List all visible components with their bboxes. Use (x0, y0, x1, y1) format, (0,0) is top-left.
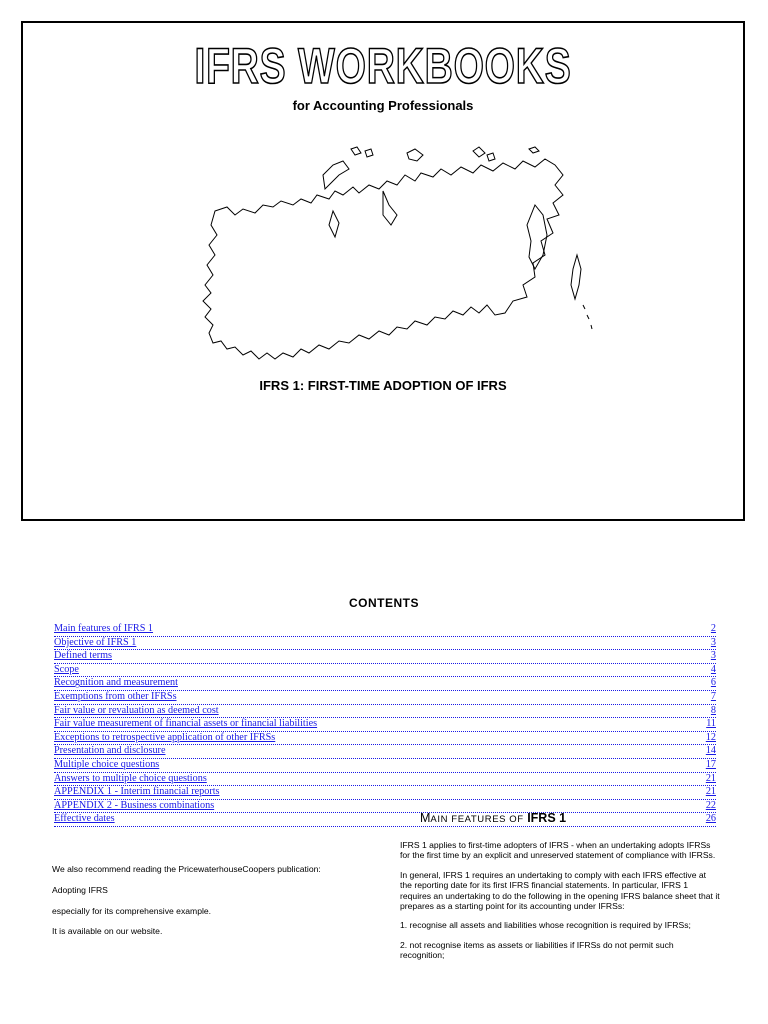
toc-item-label: Defined terms (54, 650, 112, 662)
toc-item-label: Presentation and disclosure (54, 745, 166, 757)
toc-item[interactable] (54, 786, 716, 800)
toc-item[interactable] (54, 677, 716, 691)
toc-item-page: 3 (710, 650, 716, 662)
body-paragraph: In general, IFRS 1 requires an undertaking to comply with each IFRS effective at the reporting date for its first IFRS financial statements. In particular, IFRS 1 requires an undertaking to do the following in the opening IFRS balance sheet that it prepares as a starting point for its accounting under IFRSs: (400, 869, 720, 912)
toc-item[interactable] (54, 718, 716, 732)
toc-item[interactable] (54, 745, 716, 759)
russia-map-icon (183, 145, 593, 375)
toc-item-page: 14 (705, 745, 716, 757)
note-publication: Adopting IFRS (52, 885, 108, 895)
note-example: especially for its comprehensive example. (52, 906, 212, 916)
toc-item-page: 3 (710, 636, 716, 648)
toc-item-label: Exceptions to retrospective application of other IFRSs (54, 731, 276, 743)
note-website: It is available on our website. (52, 926, 163, 936)
toc-item[interactable] (54, 637, 716, 651)
toc-item[interactable] (54, 732, 716, 746)
toc-item-page: 21 (705, 786, 716, 798)
toc-item[interactable] (54, 705, 716, 719)
toc-item-label: Fair value measurement of financial assets or financial liabilities (54, 718, 318, 730)
toc-item-page: 22 (705, 799, 716, 811)
toc-item[interactable] (54, 773, 716, 787)
toc-item-page: 11 (706, 718, 716, 730)
toc-item-label: Objective of IFRS 1 (54, 636, 137, 648)
toc-item-label: Answers to multiple choice questions (54, 772, 207, 784)
toc-item-label: Exemptions from other IFRSs (54, 690, 177, 702)
toc-item-page: 4 (710, 663, 716, 675)
body-paragraph: 1. recognise all assets and liabilities whose recognition is required by IFRSs; (400, 920, 691, 931)
toc-item-label: Fair value or revaluation as deemed cost (54, 704, 219, 716)
section-heading-bold: IFRS 1 (527, 811, 567, 825)
toc-item-label: Main features of IFRS 1 (54, 623, 154, 634)
cover-heading: IFRS 1: FIRST-TIME ADOPTION OF IFRS (259, 378, 507, 393)
toc-item[interactable] (54, 800, 716, 814)
toc-item-page: 17 (705, 758, 716, 770)
toc-item[interactable] (54, 664, 716, 678)
table-of-contents (54, 623, 716, 827)
toc-item-page: 8 (710, 704, 716, 716)
toc-item[interactable] (54, 813, 716, 827)
toc-item-label: Effective dates (54, 813, 115, 825)
main-features-body (400, 840, 720, 970)
toc-item-label: APPENDIX 2 - Business combinations (54, 799, 215, 811)
toc-item[interactable] (54, 623, 716, 637)
toc-item-label: Scope (54, 663, 79, 675)
contents-title: CONTENTS (349, 596, 419, 610)
cover-subtitle: for Accounting Professionals (292, 98, 474, 113)
toc-item-page: 2 (710, 623, 716, 634)
toc-item-page: 26 (705, 813, 716, 825)
section-heading-smallcaps: AIN FEATURES OF (430, 814, 524, 825)
toc-item[interactable] (54, 691, 716, 705)
cover-frame (21, 21, 745, 521)
toc-item-label: Recognition and measurement (54, 677, 178, 689)
toc-item[interactable] (54, 759, 716, 773)
body-paragraph: 2. not recognise items as assets or liabilities if IFRSs do not permit such recognition; (400, 939, 674, 961)
body-paragraph: IFRS 1 applies to first-time adopters of IFRS - when an undertaking adopts IFRSs for the first time by an explicit and unreserved statement of compliance with IFRSs. (400, 840, 716, 861)
toc-item-page: 6 (710, 677, 716, 689)
toc-item-page: 12 (705, 731, 716, 743)
toc-item-page: 21 (705, 772, 716, 784)
note-recommend: We also recommend reading the PricewaterhouseCoopers publication: (52, 864, 321, 874)
toc-item-label: Multiple choice questions (54, 758, 160, 770)
toc-item-page: 7 (710, 690, 716, 702)
workbooks-title: IFRS WORKBOOKS (194, 38, 572, 94)
section-heading (420, 811, 566, 825)
section-heading-initial: M (420, 811, 431, 825)
toc-item[interactable] (54, 650, 716, 664)
toc-item-label: APPENDIX 1 - Interim financial reports (54, 786, 220, 798)
